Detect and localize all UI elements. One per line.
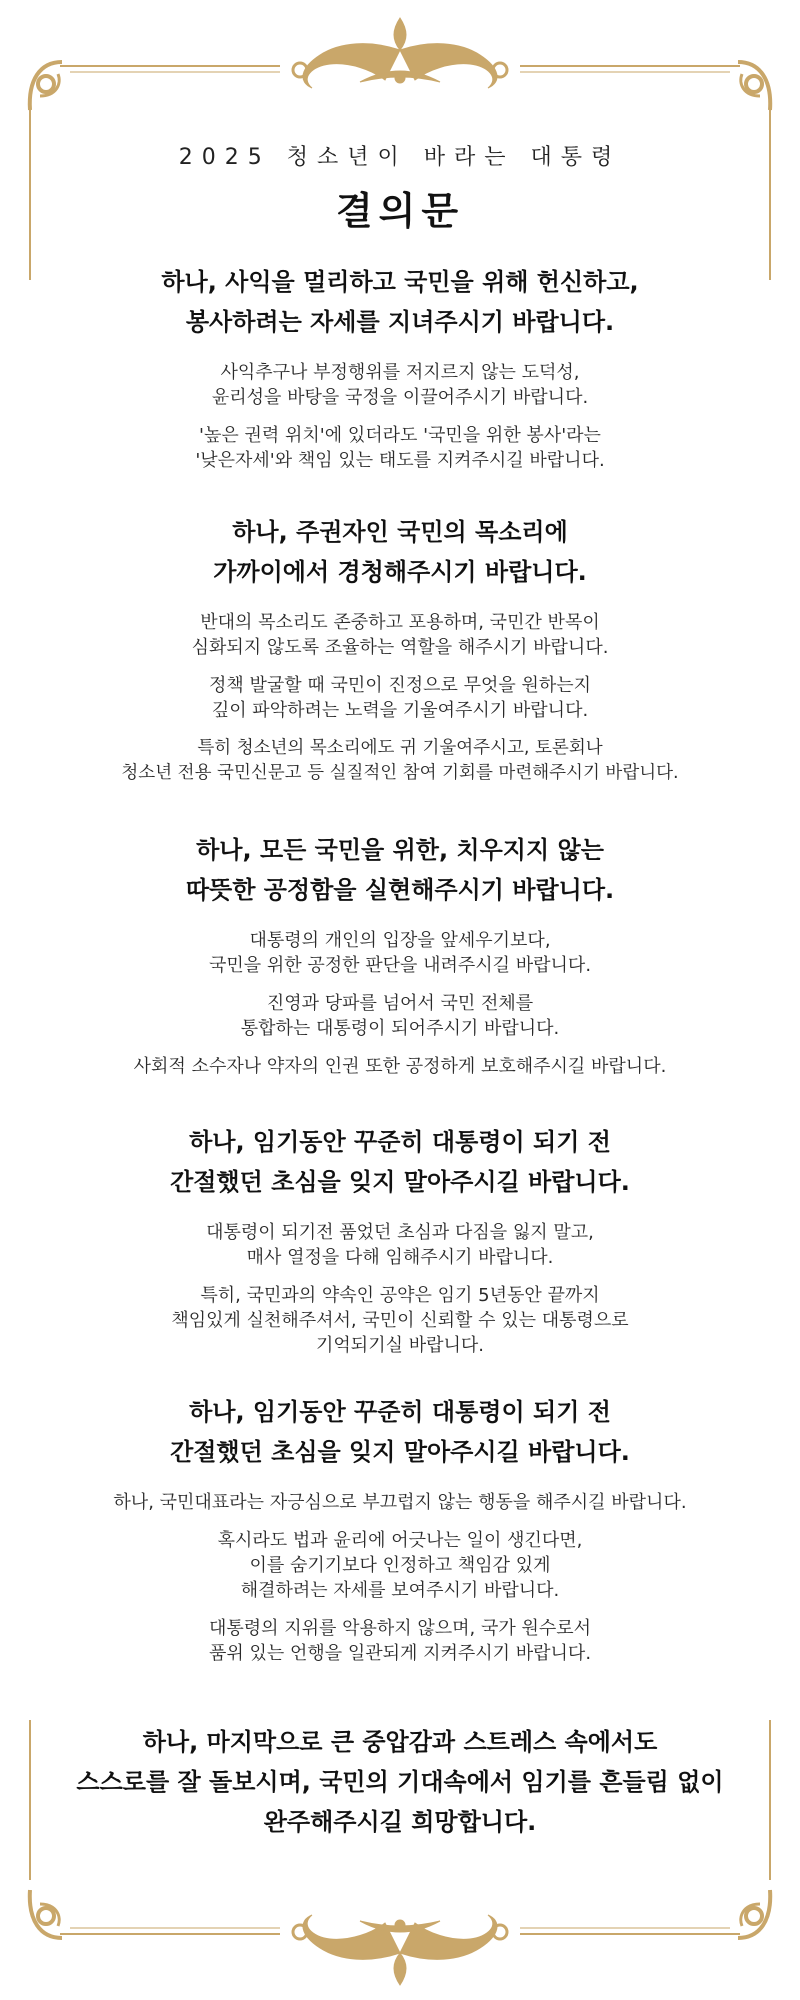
heading-line: 하나, 모든 국민을 위한, 치우지지 않는 xyxy=(196,836,604,864)
paragraph-line: 기억되기실 바랍니다. xyxy=(316,1335,484,1356)
heading-line: 하나, 사익을 멀리하고 국민을 위해 헌신하고, xyxy=(161,268,639,296)
section-paragraph xyxy=(60,610,740,660)
bottom-ornament xyxy=(293,1915,507,1985)
section-paragraph xyxy=(60,673,740,723)
corner-flourish-top-left xyxy=(30,62,62,110)
section-paragraph xyxy=(60,991,740,1041)
document-subtitle: 2025 청소년이 바라는 대통령 xyxy=(178,145,622,170)
paragraph-line: 특히, 국민과의 약속인 공약은 임기 5년동안 끝까지 xyxy=(200,1285,600,1306)
heading-line: 하나, 임기동안 꾸준히 대통령이 되기 전 xyxy=(189,1398,611,1426)
resolution-section-1 xyxy=(60,262,740,486)
resolution-section-2 xyxy=(60,512,740,799)
corner-flourish-bottom-right xyxy=(738,1890,770,1938)
section-paragraph xyxy=(60,1616,740,1666)
paragraph-line: 혹시라도 법과 윤리에 어긋나는 일이 생긴다면, xyxy=(217,1530,583,1551)
section-heading xyxy=(60,262,740,342)
section-heading xyxy=(60,830,740,910)
closing-line: 하나, 마지막으로 큰 중압감과 스트레스 속에서도 xyxy=(142,1728,658,1756)
paragraph-line: '높은 권력 위치'에 있더라도 '국민을 위한 봉사'라는 xyxy=(199,425,601,446)
closing-statement xyxy=(40,1722,760,1842)
paragraph-line: 통합하는 대통령이 되어주시기 바랍니다. xyxy=(240,1018,560,1039)
resolution-section-4 xyxy=(60,1122,740,1371)
paragraph-line: 대통령의 개인의 입장을 앞세우기보다, xyxy=(249,930,551,951)
section-heading xyxy=(60,1122,740,1202)
paragraph-line: 품위 있는 언행을 일관되게 지켜주시기 바랍니다. xyxy=(208,1643,592,1664)
heading-line: 봉사하려는 자세를 지녀주시기 바랍니다. xyxy=(185,308,615,336)
section-paragraph xyxy=(60,423,740,473)
section-paragraph xyxy=(60,1220,740,1270)
heading-line: 하나, 주권자인 국민의 목소리에 xyxy=(232,518,568,546)
paragraph-line: 국민을 위한 공정한 판단을 내려주시길 바랍니다. xyxy=(208,955,592,976)
corner-flourish-bottom-left xyxy=(30,1890,62,1938)
paragraph-line: 책임있게 실천해주셔서, 국민이 신뢰할 수 있는 대통령으로 xyxy=(171,1310,629,1331)
heading-line: 가까이에서 경청해주시기 바랍니다. xyxy=(213,558,587,586)
document-title: 결의문 xyxy=(335,189,465,233)
paragraph-line: 반대의 목소리도 존중하고 포용하며, 국민간 반목이 xyxy=(200,612,600,633)
paragraph-line: 심화되지 않도록 조율하는 역할을 해주시기 바랍니다. xyxy=(191,637,609,658)
paragraph-line: 윤리성을 바탕을 국정을 이끌어주시기 바랍니다. xyxy=(211,387,589,408)
paragraph-line: 깊이 파악하려는 노력을 기울여주시기 바랍니다. xyxy=(211,700,589,721)
heading-line: 따뜻한 공정함을 실현해주시기 바랍니다. xyxy=(185,876,615,904)
paragraph-line: 대통령의 지위를 악용하지 않으며, 국가 원수로서 xyxy=(208,1618,592,1639)
paragraph-line: 하나, 국민대표라는 자긍심으로 부끄럽지 않는 행동을 해주시길 바랍니다. xyxy=(113,1492,687,1513)
section-heading xyxy=(60,1392,740,1472)
paragraph-line: 정책 발굴할 때 국민이 진정으로 무엇을 원하는지 xyxy=(208,675,592,696)
section-paragraph xyxy=(60,1528,740,1603)
heading-line: 간절했던 초심을 잊지 말아주시길 바랍니다. xyxy=(170,1168,630,1196)
closing-line: 스스로를 잘 돌보시며, 국민의 기대속에서 임기를 흔들림 없이 xyxy=(76,1768,724,1796)
paragraph-line: 매사 열정을 다해 임해주시기 바랍니다. xyxy=(246,1247,554,1268)
section-paragraph xyxy=(60,1283,740,1358)
paragraph-line: 이를 숨기기보다 인정하고 책임감 있게 xyxy=(249,1555,551,1576)
heading-line: 간절했던 초심을 잊지 말아주시길 바랍니다. xyxy=(170,1438,630,1466)
heading-line: 하나, 임기동안 꾸준히 대통령이 되기 전 xyxy=(189,1128,611,1156)
section-paragraph xyxy=(60,928,740,978)
section-paragraph xyxy=(60,1054,740,1079)
paragraph-line: 특히 청소년의 목소리에도 귀 기울여주시고, 토론회나 xyxy=(197,738,603,758)
section-paragraph xyxy=(60,360,740,410)
paragraph-line: 사익추구나 부정행위를 저지르지 않는 도덕성, xyxy=(220,362,580,383)
paragraph-line: 해결하려는 자세를 보여주시기 바랍니다. xyxy=(240,1580,560,1601)
paragraph-line: 진영과 당파를 넘어서 국민 전체를 xyxy=(266,993,534,1014)
paragraph-line: 사회적 소수자나 약자의 인권 또한 공정하게 보호해주시길 바랍니다. xyxy=(133,1056,667,1077)
paragraph-line: '낮은자세'와 책임 있는 태도를 지켜주시길 바랍니다. xyxy=(195,450,605,471)
corner-flourish-top-right xyxy=(738,62,770,110)
top-ornament xyxy=(293,18,507,88)
resolution-section-3 xyxy=(60,830,740,1092)
section-paragraph xyxy=(60,1490,740,1515)
section-paragraph xyxy=(60,736,740,786)
paragraph-line: 청소년 전용 국민신문고 등 실질적인 참여 기회를 마련해주시기 바랍니다. xyxy=(121,763,679,783)
paragraph-line: 대통령이 되기전 품었던 초심과 다짐을 잃지 말고, xyxy=(206,1222,594,1243)
resolution-section-5 xyxy=(60,1392,740,1679)
section-heading xyxy=(60,512,740,592)
closing-line: 완주해주시길 희망합니다. xyxy=(263,1808,537,1836)
